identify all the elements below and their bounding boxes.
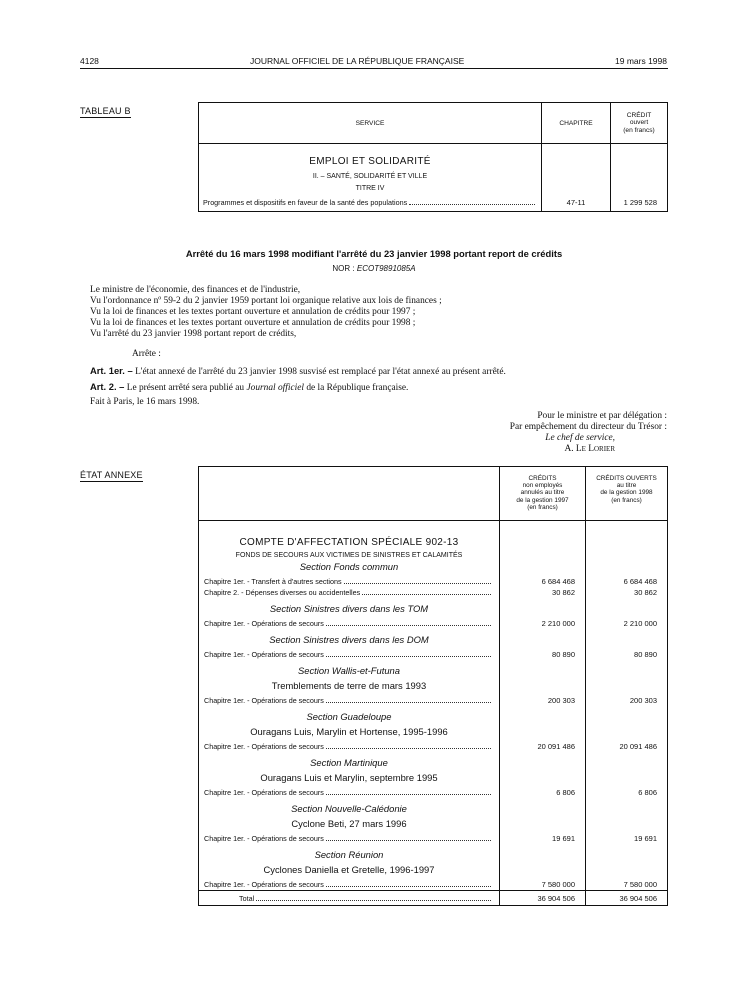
credit-value: 1 299 528 (623, 198, 657, 207)
col-chapitre-header: CHAPITRE (542, 103, 611, 144)
total-ouverts-value: 36 904 506 (619, 893, 657, 903)
etat-annexe-label: ÉTAT ANNEXE (80, 470, 143, 480)
ministry-title: EMPLOI ET SOLIDARITÉ (309, 156, 431, 167)
credits-non-employes-value: 19 691 (552, 834, 575, 843)
section-subtitle: Tremblements de terre de mars 1993 (271, 680, 427, 691)
arrete-title: Arrêté du 16 mars 1998 modifiant l'arrêté du 23 janvier 1998 portant report de crédits (185, 248, 563, 259)
fait-a-paris: Fait à Paris, le 16 mars 1998. (90, 397, 200, 407)
section-title: Section Martinique (310, 757, 388, 768)
header-rule (80, 68, 668, 69)
table-row: Chapitre 1er. - Opérations de secours (199, 880, 499, 889)
tableau-b-table (198, 102, 668, 212)
section-subtitle: Cyclones Daniella et Gretelle, 1996-1997 (263, 864, 435, 875)
chapitre-value: 47-11 (542, 144, 611, 212)
table-row: Chapitre 1er. - Opérations de secours (199, 696, 499, 705)
table-row: Chapitre 1er. - Transfert à d'autres sections (199, 577, 499, 586)
section-title: Section Guadeloupe (306, 711, 392, 722)
section-title: Section Nouvelle-Calédonie (291, 803, 407, 814)
col-service-header: SERVICE (199, 103, 542, 144)
table-row: Chapitre 1er. - Opérations de secours (199, 834, 499, 843)
table-row: Chapitre 1er. - Opérations de secours (199, 650, 499, 659)
journal-title: JOURNAL OFFICIEL DE LA RÉPUBLIQUE FRANÇAISE (250, 56, 465, 66)
credits-ouverts-value: 30 862 (634, 588, 657, 597)
preamble: Le ministre de l'économie, des finances et de l'industrie, Vu l'ordonnance nº 59-2 du 2 janvier 1959 portant loi organique relative aux lois de finances ; Vu la loi de finances et les textes portant ouverture et annulation de crédits pour 1997 ; Vu la loi de finances et les textes portant ouverture et annulation de crédits pour 1998 ; Vu l'arrêté du 23 janvier 1998 portant report de crédits, (90, 285, 442, 339)
col-credit-header: CRÉDIT ouvert (en francs) (611, 103, 668, 144)
section-subtitle: Ouragans Luis et Marylin, septembre 1995 (260, 772, 438, 783)
section-title: Section Wallis-et-Futuna (298, 665, 400, 676)
section-title: II. – SANTÉ, SOLIDARITÉ ET VILLE (312, 173, 428, 180)
article-2: Art. 2. – Le présent arrêté sera publié au Journal officiel de la République française. (90, 381, 409, 393)
section-title: Section Sinistres divers dans les DOM (269, 634, 429, 645)
credits-non-employes-value: 2 210 000 (541, 619, 575, 628)
section-subtitle: Cyclone Beti, 27 mars 1996 (291, 818, 407, 829)
credits-non-employes-value: 200 303 (547, 696, 575, 705)
credits-ouverts-value: 200 303 (629, 696, 657, 705)
table-row: Chapitre 1er. - Opérations de secours (199, 788, 499, 797)
arrete-word: Arrête : (132, 349, 161, 359)
credits-non-employes-value: 30 862 (552, 588, 575, 597)
credits-ouverts-value: 6 684 468 (623, 577, 657, 586)
etat-annexe-table (198, 466, 668, 906)
section-title: Section Fonds commun (299, 561, 399, 572)
credits-non-employes-value: 6 684 468 (541, 577, 575, 586)
col-credits-ouverts-header: CRÉDITS OUVERTS au titre de la gestion 1998 (en francs) (586, 467, 668, 521)
col-credits-non-employes-header: CRÉDITS non employés annulés au titre de la gestion 1997 (en francs) (500, 467, 586, 521)
credits-non-employes-value: 6 806 (556, 788, 575, 797)
table-row: Programmes et dispositifs en faveur de la santé des populations (203, 198, 537, 207)
issue-date: 19 mars 1998 (615, 56, 667, 66)
credits-ouverts-value: 2 210 000 (623, 619, 657, 628)
section-subtitle: Ouragans Luis, Marylin et Hortense, 1995-1996 (250, 726, 448, 737)
table-row: Chapitre 1er. - Opérations de secours (199, 742, 499, 751)
section-title: Section Sinistres divers dans les TOM (269, 603, 429, 614)
total-row: Total (199, 894, 499, 903)
credits-non-employes-value: 80 890 (552, 650, 575, 659)
col-label-header (199, 467, 500, 521)
titre-label: TITRE IV (355, 185, 385, 192)
page-number: 4128 (80, 56, 99, 66)
signature-block: Pour le ministre et par délégation : Par empêchement du directeur du Trésor : Le chef de service, A. Le Lorier (509, 411, 667, 454)
credits-non-employes-value: 20 091 486 (537, 742, 575, 751)
total-non-employes-value: 36 904 506 (537, 893, 575, 903)
tableau-b-label: TABLEAU B (80, 106, 131, 116)
credits-ouverts-value: 20 091 486 (619, 742, 657, 751)
table-row: Chapitre 2. - Dépenses diverses ou accidentelles (199, 588, 499, 597)
credits-non-employes-value: 7 580 000 (541, 880, 575, 889)
credits-ouverts-value: 80 890 (634, 650, 657, 659)
credits-ouverts-value: 6 806 (638, 788, 657, 797)
credits-ouverts-value: 7 580 000 (623, 880, 657, 889)
section-title: Section Réunion (314, 849, 384, 860)
compte-title: COMPTE D'AFFECTATION SPÉCIALE 902-13 (239, 537, 459, 548)
nor-reference: NOR : ECOT9891085A (332, 264, 416, 273)
fonds-title: FONDS DE SECOURS AUX VICTIMES DE SINISTRES ET CALAMITÉS (235, 552, 463, 559)
article-1: Art. 1er. – L'état annexé de l'arrêté du 23 janvier 1998 susvisé est remplacé par l'état annexé au présent arrêté. (90, 365, 506, 377)
credits-ouverts-value: 19 691 (634, 834, 657, 843)
table-row: Chapitre 1er. - Opérations de secours (199, 619, 499, 628)
